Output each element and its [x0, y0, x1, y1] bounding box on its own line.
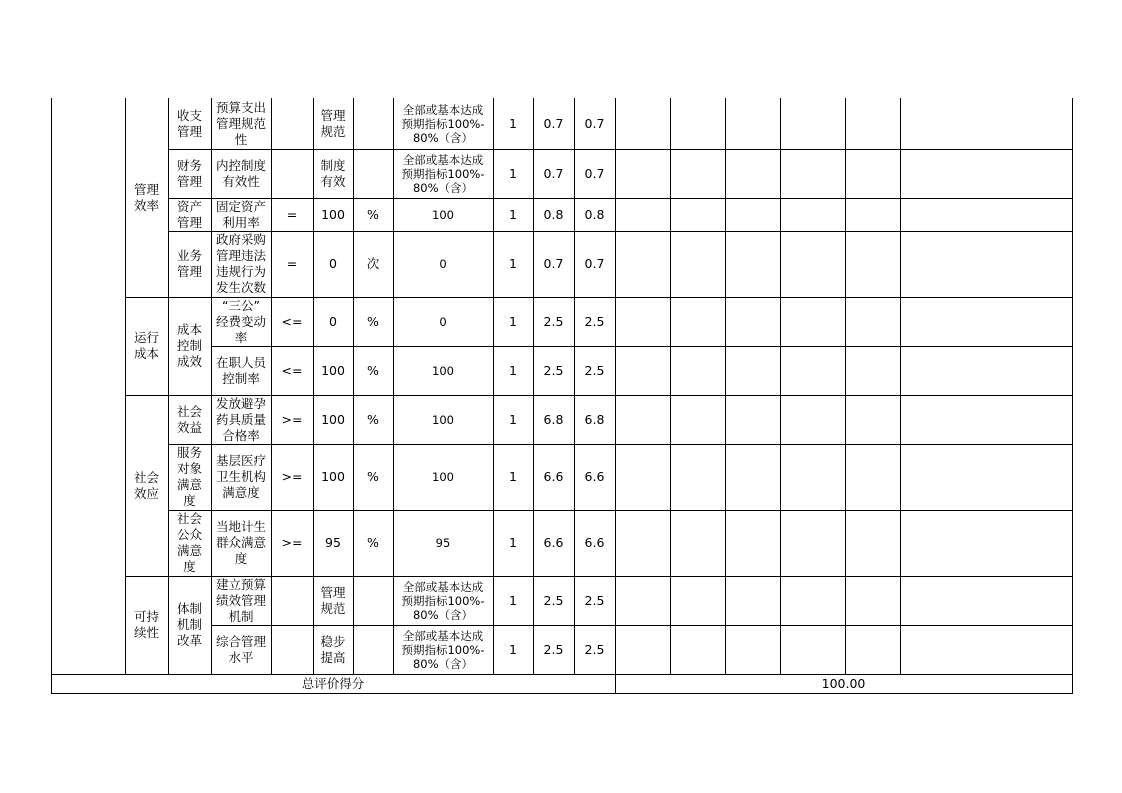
cell-indicator: “三公” 经费变动 率: [215, 297, 266, 345]
cell-actual: 2.5: [584, 313, 605, 329]
cell-score: 0.8: [543, 206, 564, 222]
cell-standard: 0: [439, 314, 447, 329]
cell-score: 6.6: [543, 469, 564, 484]
cell-weight: 1: [509, 206, 517, 222]
cell-indicator: 当地计生 群众满意 度: [215, 519, 266, 566]
cell-indicator: 预算支出 管理规范 性: [215, 99, 266, 147]
cell-indicator: 内控制度 有效性: [215, 157, 266, 189]
cell-target: 0: [329, 313, 337, 329]
total-label: 总评价得分: [301, 675, 365, 691]
cell-op: [271, 576, 313, 625]
category-level-1: 管理 效率: [133, 181, 159, 213]
cell-actual: 6.6: [584, 535, 605, 550]
category-level-1: 社会 效应: [133, 469, 159, 501]
cell-weight: 1: [509, 592, 517, 608]
grid-v-line: [845, 98, 846, 675]
category-level-2: 成本 控制 成效: [176, 322, 202, 369]
grid-v-line: [51, 98, 52, 694]
cell-unit: %: [367, 206, 379, 222]
grid-v-line: [1072, 98, 1073, 694]
grid-v-line: [615, 98, 616, 694]
total-value: 100.00: [821, 675, 866, 691]
cell-op: [271, 149, 313, 198]
cell-score: 2.5: [543, 313, 564, 329]
grid-v-line: [900, 98, 901, 675]
cell-unit: %: [367, 469, 379, 484]
cell-unit: %: [367, 362, 379, 378]
cell-unit: [353, 625, 393, 674]
cell-standard: 100: [432, 363, 454, 378]
cell-target: 100: [321, 362, 345, 378]
cell-score: 2.5: [543, 362, 564, 378]
cell-weight: 1: [509, 411, 517, 427]
cell-target: 制度 有效: [320, 157, 346, 189]
cell-actual: 0.8: [584, 206, 605, 222]
category-level-2: 收支 管理: [176, 107, 202, 139]
cell-target: 稳步 提高: [320, 633, 346, 665]
grid-v-line: [670, 98, 671, 675]
cell-op: [271, 625, 313, 674]
grid-v-line: [725, 98, 726, 675]
category-level-2: 体制 机制 改革: [176, 601, 202, 648]
cell-unit: %: [367, 313, 379, 329]
cell-target: 100: [321, 206, 345, 222]
grid-h-line: [51, 693, 1073, 694]
cell-weight: 1: [509, 165, 517, 181]
cell-score: 0.7: [543, 115, 564, 131]
cell-weight: 1: [509, 469, 517, 484]
category-level-1: 运行 成本: [133, 330, 159, 361]
cell-weight: 1: [509, 313, 517, 329]
cell-weight: 1: [509, 641, 517, 657]
cell-op: [271, 98, 313, 149]
cell-actual: 2.5: [584, 362, 605, 378]
cell-target: 95: [325, 535, 341, 550]
cell-target: 0: [329, 256, 337, 271]
cell-indicator: 发放避孕 药具质量 合格率: [215, 395, 266, 443]
cell-standard: 0: [439, 257, 447, 271]
cell-op: >=: [281, 411, 303, 427]
cell-indicator: 基层医疗 卫生机构 满意度: [215, 453, 266, 500]
cell-weight: 1: [509, 535, 517, 550]
cell-indicator: 综合管理 水平: [215, 633, 266, 665]
cell-actual: 6.6: [584, 469, 605, 484]
cell-standard: 100: [432, 470, 454, 484]
cell-target: 管理 规范: [320, 107, 346, 139]
category-level-2: 服务 对象 满意 度: [176, 445, 202, 508]
category-level-2: 财务 管理: [176, 157, 202, 189]
cell-score: 2.5: [543, 641, 564, 657]
cell-op: >=: [281, 535, 303, 550]
cell-score: 0.7: [543, 256, 564, 271]
cell-score: 6.8: [543, 411, 564, 427]
cell-standard: 100: [432, 412, 454, 427]
cell-actual: 6.8: [584, 411, 605, 427]
cell-standard: 全部或基本达成 预期指标100%- 80%（含）: [401, 628, 485, 671]
category-level-1: 可持 续性: [133, 609, 159, 640]
cell-target: 100: [321, 411, 345, 427]
cell-score: 2.5: [543, 592, 564, 608]
cell-actual: 2.5: [584, 641, 605, 657]
cell-standard: 全部或基本达成 预期指标100%- 80%（含）: [401, 102, 485, 145]
cell-actual: 0.7: [584, 165, 605, 181]
cell-target: 管理 规范: [320, 584, 346, 616]
cell-target: 100: [321, 469, 345, 484]
cell-indicator: 固定资产 利用率: [215, 198, 266, 230]
cell-unit: 次: [366, 256, 380, 271]
category-level-2: 业务 管理: [176, 248, 202, 279]
grid-v-line: [780, 98, 781, 675]
category-level-2: 社会 公众 满意 度: [176, 511, 202, 574]
cell-indicator: 政府采购 管理违法 违规行为 发生次数: [215, 232, 266, 295]
cell-unit: [353, 98, 393, 149]
cell-standard: 95: [435, 536, 451, 550]
category-level-2: 社会 效益: [176, 403, 202, 435]
cell-actual: 2.5: [584, 592, 605, 608]
cell-score: 6.6: [543, 535, 564, 550]
category-level-2: 资产 管理: [176, 198, 202, 230]
cell-unit: %: [367, 411, 379, 427]
cell-standard: 全部或基本达成 预期指标100%- 80%（含）: [401, 579, 485, 622]
cell-actual: 0.7: [584, 256, 605, 271]
cell-standard: 100: [432, 207, 454, 222]
cell-op: =: [286, 206, 298, 222]
cell-indicator: 在职人员 控制率: [215, 354, 266, 386]
cell-score: 0.7: [543, 165, 564, 181]
cell-actual: 0.7: [584, 115, 605, 131]
cell-standard: 全部或基本达成 预期指标100%- 80%（含）: [401, 152, 485, 195]
cell-op: =: [286, 256, 298, 271]
cell-weight: 1: [509, 362, 517, 378]
cell-weight: 1: [509, 256, 517, 271]
cell-op: <=: [281, 362, 303, 378]
cell-weight: 1: [509, 115, 517, 131]
cell-op: >=: [281, 469, 303, 484]
cell-unit: [353, 149, 393, 198]
cell-unit: [353, 576, 393, 625]
cell-unit: %: [367, 535, 379, 550]
cell-indicator: 建立预算 绩效管理 机制: [215, 576, 266, 624]
cell-op: <=: [281, 313, 303, 329]
